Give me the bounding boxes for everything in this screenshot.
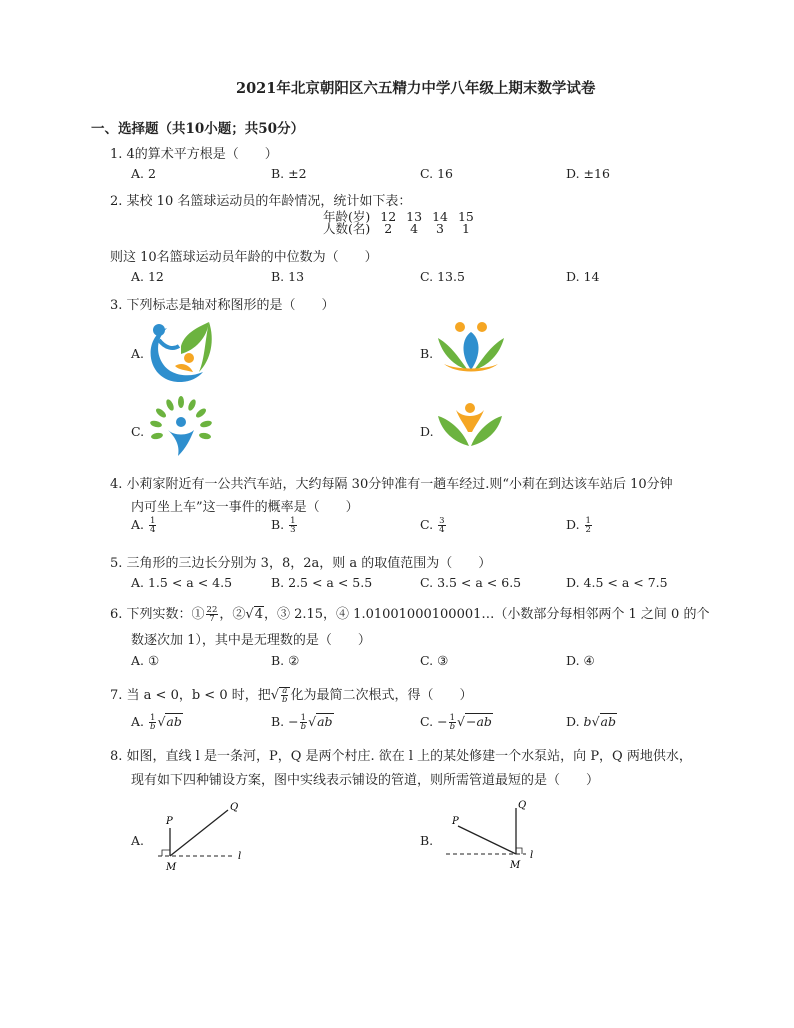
option-letter: B. <box>271 517 285 532</box>
sign: − <box>437 714 448 729</box>
fraction <box>438 517 445 534</box>
question-1-stem: 1. 4的算术平方根是（ ） <box>110 147 278 162</box>
denominator: 3 <box>290 525 296 535</box>
radicand: ab <box>166 714 182 729</box>
label-q: Q <box>518 800 527 811</box>
q6-option-c: C. ③ <box>420 653 449 668</box>
question-2-stem: 2. 某校 10 名篮球运动员的年龄情况，统计如下表： <box>110 194 412 209</box>
q6-option-d: D. ④ <box>566 653 595 668</box>
numerator: 1 <box>300 713 307 723</box>
label-p: P <box>452 816 459 827</box>
q1-option-d: D. ±16 <box>566 166 610 181</box>
age-cell: 13 <box>406 209 423 224</box>
sqrt-symbol: √ <box>308 714 317 729</box>
label-l: l <box>530 850 534 861</box>
option-letter: A. <box>131 714 145 729</box>
q2-option-d: D. 14 <box>566 269 600 284</box>
q4-option-d <box>566 517 593 534</box>
denominator: 2 <box>585 525 591 535</box>
radicand: ab <box>600 714 616 729</box>
age-table <box>318 211 479 235</box>
age-table-row-count <box>318 223 479 235</box>
logo-c-icon <box>148 396 214 462</box>
radicand <box>279 687 290 703</box>
question-2-stem-2: 则这 10名篮球运动员年龄的中位数为（ ） <box>110 250 378 265</box>
q6-option-a: A. ① <box>131 653 160 668</box>
q5-option-b: B. 2.5 < a < 5.5 <box>271 575 373 590</box>
q6-option-b: B. ② <box>271 653 300 668</box>
fraction <box>206 606 219 623</box>
sqrt-symbol: √ <box>270 688 280 703</box>
question-6-stem-line2: 数逐次加 1），其中是无理数的是（ ） <box>131 633 371 648</box>
sign: − <box>288 714 299 729</box>
q7-option-d <box>566 714 617 729</box>
q6-text-3: ，③ 2.15，④ 1.01001000100001…（小数部分每相邻两个 1 之间 0 的个 <box>263 607 710 622</box>
q2-option-c: C. 13.5 <box>420 269 465 284</box>
sqrt-symbol: √ <box>245 607 254 622</box>
age-cell: 14 <box>432 209 448 224</box>
q5-option-d: D. 4.5 < a < 7.5 <box>566 575 668 590</box>
denominator: 4 <box>150 525 156 535</box>
question-6-stem <box>110 603 709 623</box>
denominator: 7 <box>209 614 215 624</box>
label-m: M <box>510 860 521 871</box>
count-cell: 人数(名) <box>323 221 371 236</box>
option-letter: C. <box>420 714 434 729</box>
sqrt-symbol: √ <box>457 714 465 729</box>
fraction <box>585 517 592 534</box>
option-letter: D. <box>566 517 580 532</box>
q3-option-d-label: D. <box>420 424 434 439</box>
age-cell: 15 <box>457 209 474 224</box>
label-q: Q <box>230 802 239 813</box>
label-p: P <box>166 816 173 827</box>
sqrt-symbol: √ <box>591 714 600 729</box>
q8-diagram-b <box>440 798 550 876</box>
count-cell: 2 <box>384 221 393 236</box>
fraction <box>289 517 296 534</box>
q8-diagram-a <box>150 798 260 876</box>
logo-a-icon <box>145 318 217 388</box>
q4-option-c <box>420 517 447 534</box>
q2-option-a: A. 12 <box>131 269 164 284</box>
denominator: b <box>449 722 456 732</box>
denominator: b <box>282 695 288 705</box>
question-3-stem: 3. 下列标志是轴对称图形的是（ ） <box>110 298 335 313</box>
option-letter: C. <box>420 517 434 532</box>
numerator: 22 <box>206 605 218 615</box>
q7-option-c <box>420 714 493 731</box>
coefficient: b <box>583 714 592 729</box>
option-letter: B. <box>271 714 285 729</box>
q4-option-a <box>131 517 157 534</box>
age-cell: 12 <box>380 209 397 224</box>
numerator: 1 <box>150 713 156 723</box>
numerator: 1 <box>150 516 156 526</box>
logo-d-icon <box>436 402 504 450</box>
logo-b-icon <box>434 320 508 376</box>
fraction <box>149 517 156 534</box>
numerator: 1 <box>290 516 296 526</box>
option-letter: A. <box>131 517 145 532</box>
q5-option-a: A. 1.5 < a < 4.5 <box>131 575 233 590</box>
age-cell: 年龄(岁) <box>323 209 371 224</box>
count-cell: 1 <box>461 221 470 236</box>
q6-text-2: ，② <box>219 607 246 622</box>
fraction <box>149 714 156 731</box>
question-4-stem-line1: 4. 小莉家附近有一公共汽车站，大约每隔 30分钟准有一趟车经过.则“小莉在到达该车站后 10分钟 <box>110 477 673 492</box>
q2-option-b: B. 13 <box>271 269 305 284</box>
question-8-stem-line1: 8. 如图，直线 l 是一条河，P，Q 是两个村庄. 欲在 l 上的某处修建一个水泵站，向 P，Q 两地供水， <box>110 749 692 764</box>
q7-option-b <box>271 714 334 731</box>
radicand: −ab <box>465 714 492 729</box>
q8-option-b-label: B. <box>420 833 434 848</box>
fraction <box>300 714 307 731</box>
label-m: M <box>166 862 177 873</box>
q1-option-b: B. ±2 <box>271 166 307 181</box>
count-cell: 4 <box>410 221 419 236</box>
q4-option-b <box>271 517 298 534</box>
question-8-stem-line2: 现有如下四种铺设方案，图中实线表示铺设的管道，则所需管道最短的是（ ） <box>131 773 600 788</box>
q3-option-c-label: C. <box>131 424 145 439</box>
question-5-stem: 5. 三角形的三边长分别为 3，8，2a，则 a 的取值范围为（ ） <box>110 556 492 571</box>
sqrt-symbol: √ <box>157 714 166 729</box>
q7-text-2: 化为最简二次根式，得（ ） <box>290 688 473 703</box>
section-heading: 一、选择题（共10小题；共50分） <box>91 121 305 137</box>
q7-option-a <box>131 714 183 731</box>
q5-option-c: C. 3.5 < a < 6.5 <box>420 575 522 590</box>
question-4-stem-line2: 内可坐上车”这一事件的概率是（ ） <box>131 500 359 515</box>
q3-option-a-label: A. <box>131 346 145 361</box>
q6-text-1: 6. 下列实数：① <box>110 607 205 622</box>
q8-option-a-label: A. <box>131 833 145 848</box>
denominator: b <box>150 722 156 732</box>
numerator: 3 <box>439 516 445 526</box>
fraction <box>281 687 288 704</box>
option-letter: D. <box>566 714 580 729</box>
q1-option-a: A. 2 <box>131 166 156 181</box>
q1-option-c: C. 16 <box>420 166 453 181</box>
radicand: ab <box>317 714 333 729</box>
q7-text-1: 7. 当 a < 0，b < 0 时，把 <box>110 688 271 703</box>
question-7-stem <box>110 684 473 704</box>
numerator: a <box>282 686 288 696</box>
fraction <box>449 714 456 731</box>
label-l: l <box>238 851 242 862</box>
numerator: 1 <box>585 516 591 526</box>
radicand: 4 <box>254 607 263 622</box>
denominator: 4 <box>439 525 445 535</box>
q3-option-b-label: B. <box>420 346 434 361</box>
count-cell: 3 <box>436 221 444 236</box>
denominator: b <box>300 722 307 732</box>
page-title: 2021年北京朝阳区六五精力中学八年级上期末数学试卷 <box>236 80 596 97</box>
numerator: 1 <box>449 713 455 723</box>
